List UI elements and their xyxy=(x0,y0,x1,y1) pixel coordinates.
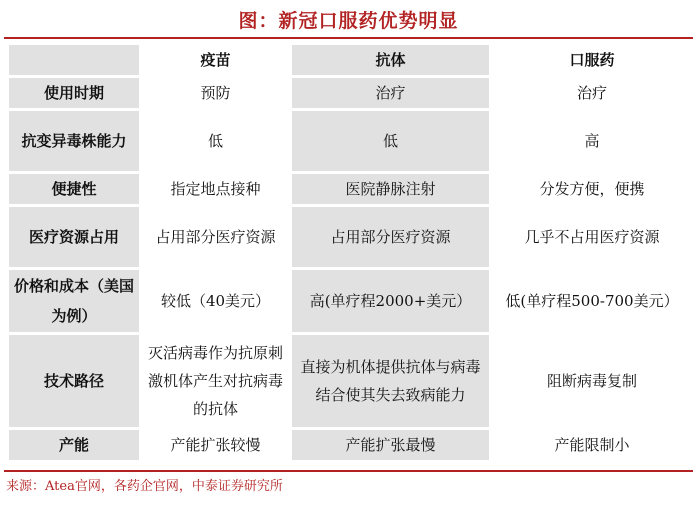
table-cell: 低(单疗程500-700美元） xyxy=(505,292,679,310)
row-label-usage-period: 使用时期 xyxy=(9,78,139,108)
table-cell: 治疗 xyxy=(576,84,607,102)
row-label-convenience: 便捷性 xyxy=(9,174,139,204)
row-label-price-cost: 价格和成本（美国为例） xyxy=(9,270,139,332)
table-cell: 灭活病毒作为抗原刺激机体产生对抗病毒的抗体 xyxy=(147,344,283,418)
column-header-oral-drug: 口服药 xyxy=(569,51,615,69)
table-cell: 产能限制小 xyxy=(554,436,630,454)
column-header-vaccine: 疫苗 xyxy=(200,51,231,69)
table-cell: 治疗 xyxy=(292,78,489,108)
table-cell: 产能扩张较慢 xyxy=(170,436,261,454)
table-row xyxy=(9,111,692,171)
header-row xyxy=(9,45,692,75)
corner-cell xyxy=(9,45,139,75)
footer-divider xyxy=(4,470,693,472)
table-cell: 预防 xyxy=(200,84,231,102)
table-cell: 指定地点接种 xyxy=(170,180,261,198)
table-cell: 高(单疗程2000+美元） xyxy=(292,270,489,332)
table-row xyxy=(9,270,692,332)
row-label-medical-resources: 医疗资源占用 xyxy=(9,207,139,267)
table-cell: 阻断病毒复制 xyxy=(546,372,637,390)
table-row xyxy=(9,78,692,108)
source-note: 来源：Atea官网，各药企官网，中泰证券研究所 xyxy=(6,479,283,494)
table-row xyxy=(9,430,692,460)
table-cell: 低 xyxy=(207,132,223,150)
table-cell: 分发方便，便携 xyxy=(539,180,645,198)
table-cell: 直接为机体提供抗体与病毒结合使其失去致病能力 xyxy=(292,335,489,427)
table-cell: 产能扩张最慢 xyxy=(292,430,489,460)
row-label-capacity: 产能 xyxy=(9,430,139,460)
row-label-technical-path: 技术路径 xyxy=(9,335,139,427)
title-divider xyxy=(4,37,693,39)
table-cell: 医院静脉注射 xyxy=(292,174,489,204)
table-cell: 低 xyxy=(292,111,489,171)
column-header-antibody: 抗体 xyxy=(292,45,489,75)
table-cell: 占用部分医疗资源 xyxy=(292,207,489,267)
table-title: 图：新冠口服药优势明显 xyxy=(238,10,459,32)
table-cell: 占用部分医疗资源 xyxy=(155,228,276,246)
table-cell: 较低（40美元） xyxy=(160,292,271,310)
table-row xyxy=(9,335,692,427)
table-row xyxy=(9,174,692,204)
table-cell: 几乎不占用医疗资源 xyxy=(524,228,660,246)
row-label-variant-resistance: 抗变异毒株能力 xyxy=(9,111,139,171)
comparison-table xyxy=(6,42,695,463)
table-cell: 高 xyxy=(584,132,600,150)
table-row xyxy=(9,207,692,267)
